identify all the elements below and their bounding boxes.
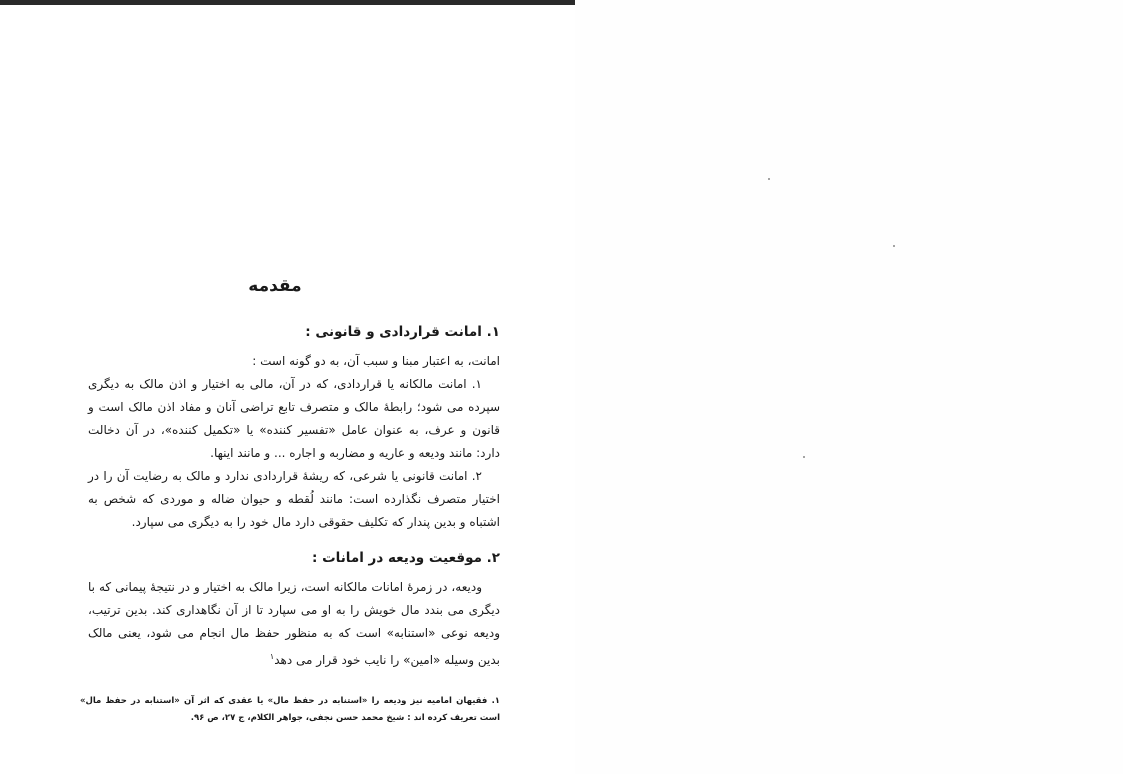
paragraph — [88, 576, 500, 672]
scan-speck — [803, 456, 805, 458]
paragraph-text: ودیعه، در زمرهٔ امانات مالکانه است، زیرا مالک به اختیار و در نتیجهٔ پیمانی که با دیگری می بندد مال خویش را به او می سپارد تا از آن نگاهداری کند. بدین ترتیب، ودیعه نوعی «استنابه» است که به منظور حفظ مال انجام می شود، یعنی مالک بدین وسیله «امین» را نایب خود قرار می دهد — [88, 580, 500, 667]
paragraph: امانت، به اعتبار مبنا و سبب آن، به دو گونه است : — [252, 354, 500, 368]
paragraph: ۲. امانت قانونی یا شرعی، که ریشهٔ قراردادی ندارد و مالک به رضایت آن را در اختیار متصرف نگذارده است: مانند لُقطه و حیوان ضاله و موردی که شخص به اشتباه و بدین پندار که تکلیف حقوقی دارد مال خود را به دیگری می سپارد. — [88, 469, 500, 529]
right-page-blank — [575, 0, 1123, 774]
footnote — [80, 693, 500, 727]
section-heading: ۲. موقعیت ودیعه در امانات : — [311, 550, 500, 566]
footnote-text: ۱. فقیهان امامیه نیز ودیعه را «استنابه در حفظ مال» یا عقدی که اثر آن «استنابه در حفظ مال» است تعریف کرده اند : شیخ محمد حسن نجفی، جواهر الکلام، ج ۲۷، ص ۹۶. — [80, 696, 500, 723]
section-heading: ۱. امانت قراردادی و قانونی : — [305, 324, 500, 340]
footnote-reference: ۱ — [269, 652, 275, 661]
chapter-title: مقدمه — [248, 276, 302, 296]
paragraph: ۱. امانت مالکانه یا قراردادی، که در آن، مالی به اختیار و اذن مالک به دیگری سپرده می شود؛ رابطهٔ مالک و متصرف تابع تراضی آنان و مفاد اذن مالک است و قانون و عرف، به عنوان عامل «تفسیر کننده» یا «تکمیل کننده»، در آن دخالت دارد: مانند ودیعه و عاریه و مضاربه و اجاره ... و مانند اینها. — [88, 377, 500, 460]
body-text — [88, 322, 500, 672]
scan-speck — [768, 178, 770, 180]
scan-speck — [893, 245, 895, 247]
